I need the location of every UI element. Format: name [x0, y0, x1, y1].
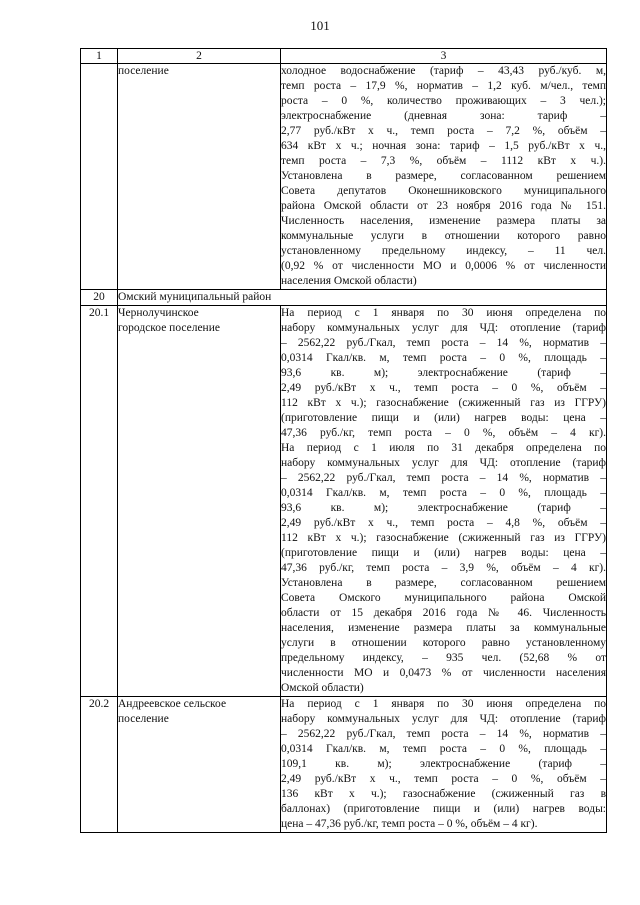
text-line: электроснабжение (дневная зона: тариф – — [281, 110, 606, 122]
settlement-name: поселение — [118, 64, 281, 290]
settlement-name-line: городское поселение — [118, 322, 220, 334]
row-description — [281, 306, 607, 697]
text-line: установленному предельному индексу, – 11 чел. — [281, 245, 606, 257]
text-line: Совета Омского муниципального района Омской — [281, 592, 606, 604]
page-number: 101 — [310, 18, 330, 33]
text-line: 93,6 кв. м); электроснабжение (тариф – — [281, 502, 606, 514]
text-line: предельному индексу, – 935 чел. (52,68 % от — [281, 652, 606, 664]
text-line: 2,49 руб./кВт х ч., темп роста – 0 %, объём – — [281, 773, 606, 785]
row-number: 20 — [81, 290, 118, 306]
row-description — [281, 64, 607, 290]
text-line: (приготовление пищи и (или) нагрев воды: цена – — [281, 412, 606, 424]
text-line: коммунальные услуги в отношении которого равно — [281, 230, 606, 242]
text-line: набору коммунальных услуг для ЧД: отопление (тариф — [281, 457, 606, 469]
text-line: 634 кВт х ч.; ночная зона: тариф – 1,5 руб./кВт х ч., — [281, 140, 606, 152]
text-line: набору коммунальных услуг для ЧД: отопление (тариф — [281, 713, 606, 725]
district-title: Омский муниципальный район — [118, 290, 607, 306]
text-line: 47,36 руб./кг, темп роста – 3,9 %, объём – 4 кг). — [281, 562, 606, 574]
text-line: 112 кВт х ч.); газоснабжение (сжиженный газ из ГГРУ) — [281, 532, 606, 544]
settlement-name — [118, 306, 281, 697]
text-line: 112 кВт х ч.); газоснабжение (сжиженный газ из ГГРУ) — [281, 397, 606, 409]
text-line: 136 кВт х ч.); газоснабжение (сжиженный газ в — [281, 788, 606, 800]
header-col-3: 3 — [281, 49, 607, 64]
text-line: 109,1 кв. м); электроснабжение (тариф – — [281, 758, 606, 770]
row-number: 20.1 — [81, 306, 118, 697]
text-line: баллонах) (приготовление пищи и (или) нагрев воды: — [281, 803, 606, 815]
text-line: населения Омской области) — [281, 275, 417, 287]
text-line: численности МО и 0,0473 % от численности населения — [281, 667, 606, 679]
text-line: На период с 1 января по 30 июня определена по — [281, 698, 606, 710]
text-line: 2,49 руб./кВт х ч., темп роста – 4,8 %, объём – — [281, 517, 606, 529]
text-line: Численность населения, изменение размера платы за — [281, 215, 606, 227]
settlement-name-line: Андреевское сельское — [118, 698, 227, 710]
text-line: 0,0314 Гкал/кв. м, темп роста – 0 %, площадь – — [281, 743, 606, 755]
row-number: 20.2 — [81, 697, 118, 833]
text-line: 0,0314 Гкал/кв. м, темп роста – 0 %, площадь – — [281, 487, 606, 499]
header-col-2: 2 — [118, 49, 281, 64]
text-line: района Омской области от 23 ноября 2016 года № 151. — [281, 200, 606, 212]
text-line: – 2562,22 руб./Гкал, темп роста – 14 %, норматив – — [281, 337, 606, 349]
settlement-name-line: поселение — [118, 713, 169, 725]
tariff-table — [80, 48, 607, 833]
text-line: услуги в отношении которого равно установленному — [281, 637, 606, 649]
table-row-continued — [81, 64, 607, 290]
text-line: темп роста – 17,9 %, норматив – 1,2 куб. м/чел., темп — [281, 80, 606, 92]
text-line: 2,49 руб./кВт х ч., темп роста – 0 %, объём – — [281, 382, 606, 394]
table-row-20-2 — [81, 697, 607, 833]
text-line: Установлена в размере, согласованном решением — [281, 577, 606, 589]
text-line: Совета депутатов Оконешниковского муниципального — [281, 185, 606, 197]
text-line: цена – 47,36 руб./кг, темп роста – 0 %, объём – 4 кг). — [281, 818, 538, 830]
text-line: 93,6 кв. м); электроснабжение (тариф – — [281, 367, 606, 379]
text-line: (приготовление пищи и (или) нагрев воды: цена – — [281, 547, 606, 559]
row-description — [281, 697, 607, 833]
text-line: 2,77 руб./кВт х ч., темп роста – 7,2 %, объём – — [281, 125, 606, 137]
text-line: 0,0314 Гкал/кв. м, темп роста – 0 %, площадь – — [281, 352, 606, 364]
table-row-20 — [81, 290, 607, 306]
settlement-name-line: Чернолучинское — [118, 307, 199, 319]
text-line: На период с 1 января по 30 июня определена по — [281, 307, 606, 319]
table-row-20-1 — [81, 306, 607, 697]
text-line: – 2562,22 руб./Гкал, темп роста – 14 %, норматив – — [281, 472, 606, 484]
text-line: Установлена в размере, согласованном решением — [281, 170, 606, 182]
table-header-row — [81, 49, 607, 64]
text-line: области от 15 декабря 2016 года № 46. Численность — [281, 607, 606, 619]
text-line: (0,92 % от численности МО и 0,0006 % от численности — [281, 260, 606, 272]
row-number-cell — [81, 64, 118, 290]
text-line: роста – 0 %, количество проживающих – 3 чел.); — [281, 95, 606, 107]
text-line: набору коммунальных услуг для ЧД: отопление (тариф — [281, 322, 606, 334]
settlement-name — [118, 697, 281, 833]
text-line: – 2562,22 руб./Гкал, темп роста – 14 %, норматив – — [281, 728, 606, 740]
text-line: На период с 1 июля по 31 декабря определена по — [281, 442, 606, 454]
text-line: 47,36 руб./кг, темп роста – 0 %, объём – 4 кг). — [281, 427, 606, 439]
text-line: Омской области) — [281, 682, 364, 694]
text-line: темп роста – 7,3 %, объём – 1112 кВт х ч.). — [281, 155, 606, 167]
text-line: холодное водоснабжение (тариф – 43,43 руб./куб. м, — [281, 65, 606, 77]
header-col-1: 1 — [81, 49, 118, 64]
text-line: населения, изменение размера платы за коммунальные — [281, 622, 606, 634]
